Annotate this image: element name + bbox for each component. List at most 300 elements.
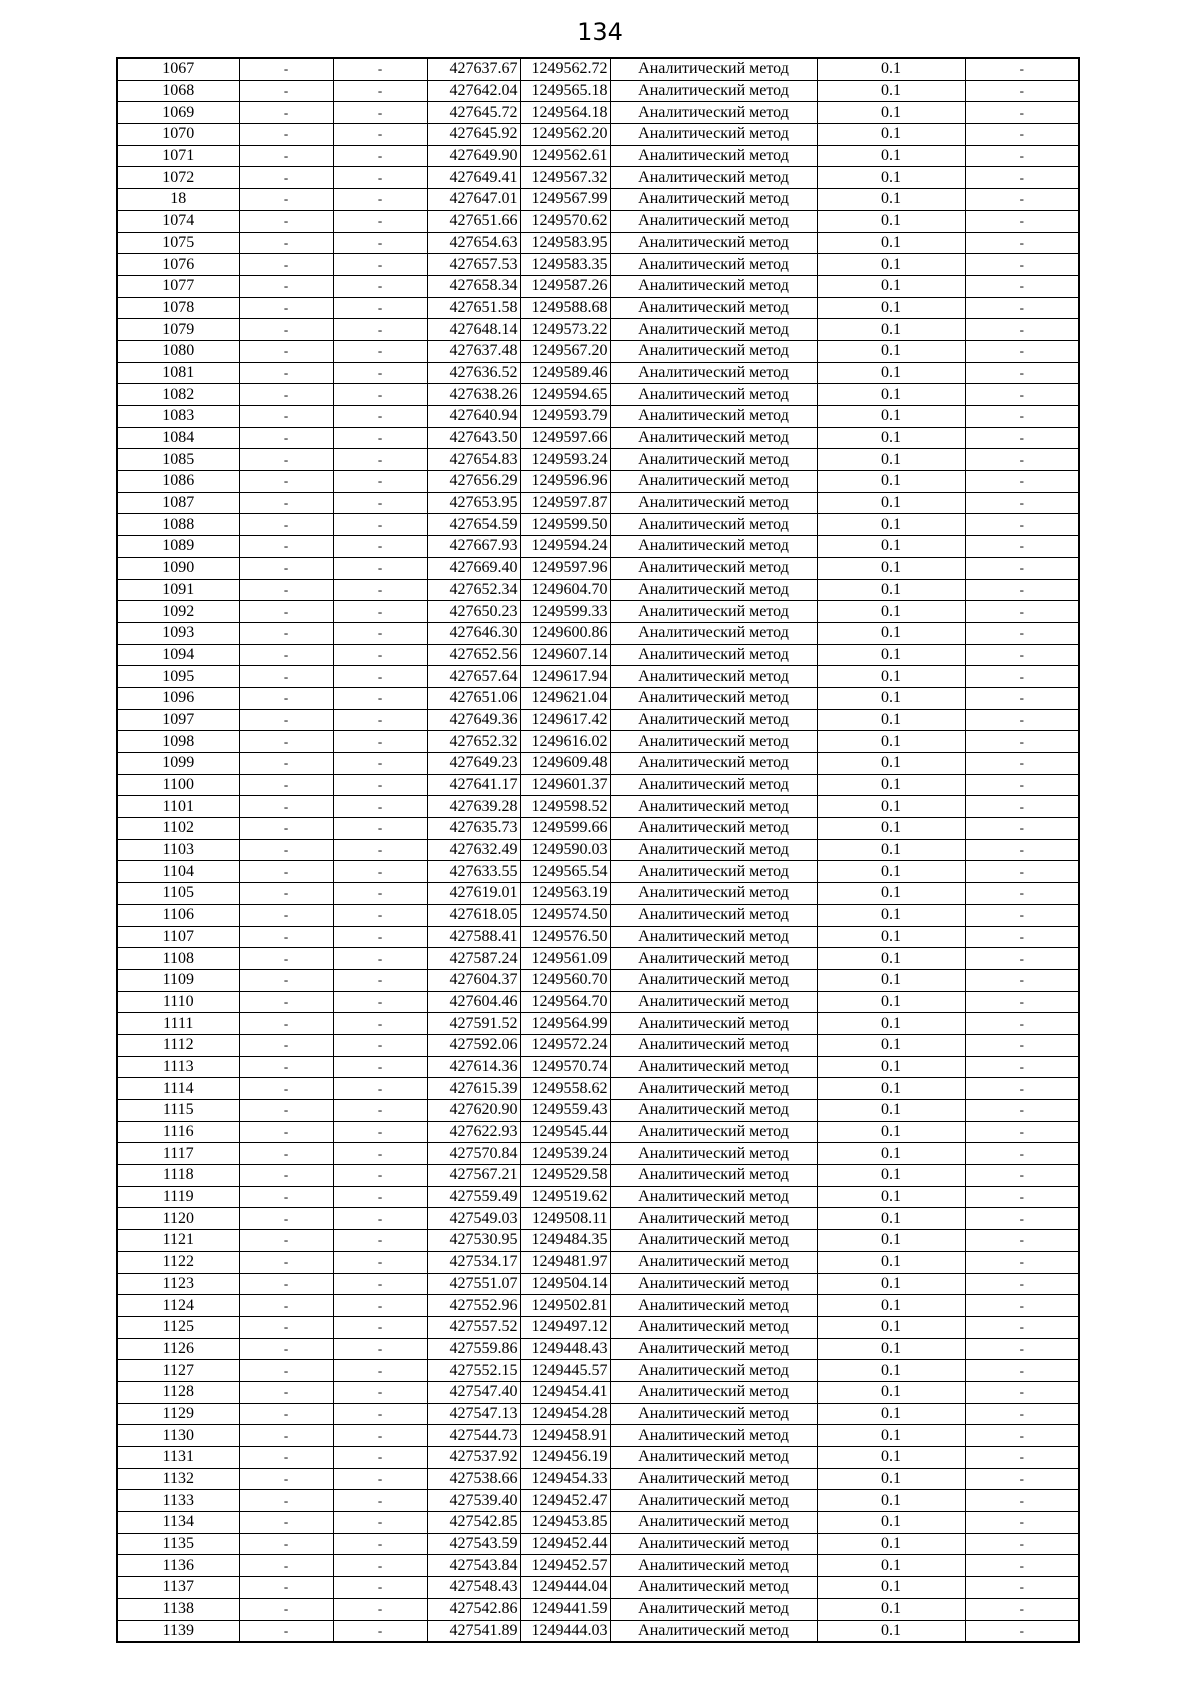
table-row	[117, 124, 1079, 146]
accuracy-cell: 0.1	[817, 622, 965, 644]
point-number-cell: 1106	[117, 904, 239, 926]
method-cell: Аналитический метод	[610, 818, 817, 840]
x-coordinate-cell: 427618.05	[427, 904, 520, 926]
note-cell: -	[965, 687, 1079, 709]
note-cell: -	[965, 1598, 1079, 1620]
y-coordinate-cell: 1249453.85	[520, 1512, 610, 1534]
y-coordinate-cell: 1249560.70	[520, 969, 610, 991]
table-row	[117, 58, 1079, 80]
table-row	[117, 1598, 1079, 1620]
blank-cell-a: -	[239, 1620, 333, 1642]
x-coordinate-cell: 427645.92	[427, 124, 520, 146]
note-cell: -	[965, 1034, 1079, 1056]
blank-cell-a: -	[239, 1338, 333, 1360]
blank-cell-a: -	[239, 1034, 333, 1056]
note-cell: -	[965, 1186, 1079, 1208]
accuracy-cell: 0.1	[817, 362, 965, 384]
method-cell: Аналитический метод	[610, 731, 817, 753]
x-coordinate-cell: 427639.28	[427, 796, 520, 818]
y-coordinate-cell: 1249504.14	[520, 1273, 610, 1295]
method-cell: Аналитический метод	[610, 1186, 817, 1208]
y-coordinate-cell: 1249444.03	[520, 1620, 610, 1642]
method-cell: Аналитический метод	[610, 709, 817, 731]
x-coordinate-cell: 427552.96	[427, 1295, 520, 1317]
y-coordinate-cell: 1249564.99	[520, 1013, 610, 1035]
method-cell: Аналитический метод	[610, 796, 817, 818]
blank-cell-b: -	[333, 102, 427, 124]
x-coordinate-cell: 427534.17	[427, 1251, 520, 1273]
point-number-cell: 1122	[117, 1251, 239, 1273]
x-coordinate-cell: 427559.86	[427, 1338, 520, 1360]
x-coordinate-cell: 427641.17	[427, 774, 520, 796]
method-cell: Аналитический метод	[610, 102, 817, 124]
note-cell: -	[965, 1577, 1079, 1599]
x-coordinate-cell: 427654.59	[427, 514, 520, 536]
note-cell: -	[965, 340, 1079, 362]
y-coordinate-cell: 1249594.24	[520, 536, 610, 558]
y-coordinate-cell: 1249593.24	[520, 449, 610, 471]
method-cell: Аналитический метод	[610, 1208, 817, 1230]
table-row	[117, 1533, 1079, 1555]
table-row	[117, 1295, 1079, 1317]
point-number-cell: 1126	[117, 1338, 239, 1360]
table-row	[117, 384, 1079, 406]
x-coordinate-cell: 427652.56	[427, 644, 520, 666]
blank-cell-b: -	[333, 514, 427, 536]
method-cell: Аналитический метод	[610, 384, 817, 406]
method-cell: Аналитический метод	[610, 340, 817, 362]
table-row	[117, 449, 1079, 471]
table-row	[117, 1447, 1079, 1469]
x-coordinate-cell: 427648.14	[427, 319, 520, 341]
table-row	[117, 145, 1079, 167]
note-cell: -	[965, 1230, 1079, 1252]
note-cell: -	[965, 536, 1079, 558]
blank-cell-b: -	[333, 1230, 427, 1252]
table-row	[117, 579, 1079, 601]
blank-cell-a: -	[239, 796, 333, 818]
blank-cell-b: -	[333, 579, 427, 601]
blank-cell-a: -	[239, 1360, 333, 1382]
blank-cell-a: -	[239, 145, 333, 167]
blank-cell-b: -	[333, 536, 427, 558]
accuracy-cell: 0.1	[817, 1577, 965, 1599]
note-cell: -	[965, 58, 1079, 80]
table-row	[117, 319, 1079, 341]
coordinates-table	[116, 57, 1080, 1643]
blank-cell-b: -	[333, 1620, 427, 1642]
accuracy-cell: 0.1	[817, 1447, 965, 1469]
point-number-cell: 1071	[117, 145, 239, 167]
accuracy-cell: 0.1	[817, 1078, 965, 1100]
point-number-cell: 1107	[117, 926, 239, 948]
method-cell: Аналитический метод	[610, 536, 817, 558]
accuracy-cell: 0.1	[817, 1620, 965, 1642]
note-cell: -	[965, 904, 1079, 926]
y-coordinate-cell: 1249502.81	[520, 1295, 610, 1317]
y-coordinate-cell: 1249444.04	[520, 1577, 610, 1599]
y-coordinate-cell: 1249587.26	[520, 275, 610, 297]
x-coordinate-cell: 427654.63	[427, 232, 520, 254]
table-row	[117, 80, 1079, 102]
accuracy-cell: 0.1	[817, 536, 965, 558]
x-coordinate-cell: 427633.55	[427, 861, 520, 883]
blank-cell-a: -	[239, 1078, 333, 1100]
table-row	[117, 254, 1079, 276]
accuracy-cell: 0.1	[817, 1490, 965, 1512]
accuracy-cell: 0.1	[817, 232, 965, 254]
x-coordinate-cell: 427588.41	[427, 926, 520, 948]
method-cell: Аналитический метод	[610, 1295, 817, 1317]
y-coordinate-cell: 1249481.97	[520, 1251, 610, 1273]
blank-cell-a: -	[239, 1121, 333, 1143]
y-coordinate-cell: 1249599.33	[520, 601, 610, 623]
y-coordinate-cell: 1249558.62	[520, 1078, 610, 1100]
blank-cell-b: -	[333, 687, 427, 709]
x-coordinate-cell: 427649.36	[427, 709, 520, 731]
y-coordinate-cell: 1249599.66	[520, 818, 610, 840]
accuracy-cell: 0.1	[817, 1425, 965, 1447]
x-coordinate-cell: 427654.83	[427, 449, 520, 471]
accuracy-cell: 0.1	[817, 449, 965, 471]
blank-cell-a: -	[239, 232, 333, 254]
point-number-cell: 1104	[117, 861, 239, 883]
x-coordinate-cell: 427649.41	[427, 167, 520, 189]
table-row	[117, 991, 1079, 1013]
point-number-cell: 1076	[117, 254, 239, 276]
blank-cell-b: -	[333, 1165, 427, 1187]
y-coordinate-cell: 1249570.74	[520, 1056, 610, 1078]
note-cell: -	[965, 644, 1079, 666]
blank-cell-b: -	[333, 1338, 427, 1360]
blank-cell-b: -	[333, 384, 427, 406]
blank-cell-b: -	[333, 709, 427, 731]
method-cell: Аналитический метод	[610, 189, 817, 211]
note-cell: -	[965, 1078, 1079, 1100]
note-cell: -	[965, 969, 1079, 991]
point-number-cell: 1088	[117, 514, 239, 536]
x-coordinate-cell: 427637.67	[427, 58, 520, 80]
x-coordinate-cell: 427637.48	[427, 340, 520, 362]
note-cell: -	[965, 1555, 1079, 1577]
blank-cell-a: -	[239, 1490, 333, 1512]
note-cell: -	[965, 926, 1079, 948]
note-cell: -	[965, 189, 1079, 211]
blank-cell-a: -	[239, 1447, 333, 1469]
accuracy-cell: 0.1	[817, 1360, 965, 1382]
accuracy-cell: 0.1	[817, 883, 965, 905]
accuracy-cell: 0.1	[817, 124, 965, 146]
accuracy-cell: 0.1	[817, 904, 965, 926]
method-cell: Аналитический метод	[610, 362, 817, 384]
accuracy-cell: 0.1	[817, 514, 965, 536]
x-coordinate-cell: 427551.07	[427, 1273, 520, 1295]
blank-cell-a: -	[239, 644, 333, 666]
note-cell: -	[965, 991, 1079, 1013]
point-number-cell: 1133	[117, 1490, 239, 1512]
method-cell: Аналитический метод	[610, 1078, 817, 1100]
note-cell: -	[965, 1295, 1079, 1317]
method-cell: Аналитический метод	[610, 969, 817, 991]
blank-cell-b: -	[333, 254, 427, 276]
point-number-cell: 1109	[117, 969, 239, 991]
blank-cell-a: -	[239, 1273, 333, 1295]
x-coordinate-cell: 427640.94	[427, 406, 520, 428]
y-coordinate-cell: 1249616.02	[520, 731, 610, 753]
blank-cell-b: -	[333, 666, 427, 688]
note-cell: -	[965, 709, 1079, 731]
x-coordinate-cell: 427650.23	[427, 601, 520, 623]
point-number-cell: 1086	[117, 471, 239, 493]
method-cell: Аналитический метод	[610, 232, 817, 254]
table-row	[117, 362, 1079, 384]
x-coordinate-cell: 427658.34	[427, 275, 520, 297]
y-coordinate-cell: 1249583.35	[520, 254, 610, 276]
blank-cell-a: -	[239, 536, 333, 558]
blank-cell-b: -	[333, 1577, 427, 1599]
blank-cell-b: -	[333, 1100, 427, 1122]
y-coordinate-cell: 1249564.70	[520, 991, 610, 1013]
blank-cell-a: -	[239, 1425, 333, 1447]
y-coordinate-cell: 1249454.33	[520, 1468, 610, 1490]
accuracy-cell: 0.1	[817, 861, 965, 883]
method-cell: Аналитический метод	[610, 1338, 817, 1360]
table-row	[117, 1490, 1079, 1512]
method-cell: Аналитический метод	[610, 514, 817, 536]
note-cell: -	[965, 622, 1079, 644]
blank-cell-a: -	[239, 210, 333, 232]
method-cell: Аналитический метод	[610, 1273, 817, 1295]
point-number-cell: 1099	[117, 753, 239, 775]
blank-cell-a: -	[239, 687, 333, 709]
blank-cell-b: -	[333, 80, 427, 102]
note-cell: -	[965, 948, 1079, 970]
blank-cell-a: -	[239, 514, 333, 536]
note-cell: -	[965, 254, 1079, 276]
table-row	[117, 514, 1079, 536]
table-row	[117, 536, 1079, 558]
blank-cell-a: -	[239, 1468, 333, 1490]
y-coordinate-cell: 1249621.04	[520, 687, 610, 709]
note-cell: -	[965, 818, 1079, 840]
method-cell: Аналитический метод	[610, 1555, 817, 1577]
accuracy-cell: 0.1	[817, 254, 965, 276]
method-cell: Аналитический метод	[610, 1403, 817, 1425]
accuracy-cell: 0.1	[817, 1468, 965, 1490]
blank-cell-b: -	[333, 210, 427, 232]
blank-cell-a: -	[239, 80, 333, 102]
y-coordinate-cell: 1249562.20	[520, 124, 610, 146]
blank-cell-b: -	[333, 1273, 427, 1295]
x-coordinate-cell: 427538.66	[427, 1468, 520, 1490]
note-cell: -	[965, 1403, 1079, 1425]
note-cell: -	[965, 1143, 1079, 1165]
point-number-cell: 1132	[117, 1468, 239, 1490]
method-cell: Аналитический метод	[610, 427, 817, 449]
table-row	[117, 796, 1079, 818]
blank-cell-b: -	[333, 1251, 427, 1273]
x-coordinate-cell: 427530.95	[427, 1230, 520, 1252]
y-coordinate-cell: 1249600.86	[520, 622, 610, 644]
accuracy-cell: 0.1	[817, 969, 965, 991]
x-coordinate-cell: 427542.85	[427, 1512, 520, 1534]
method-cell: Аналитический метод	[610, 1425, 817, 1447]
table-row	[117, 297, 1079, 319]
y-coordinate-cell: 1249519.62	[520, 1186, 610, 1208]
blank-cell-a: -	[239, 58, 333, 80]
table-row	[117, 557, 1079, 579]
method-cell: Аналитический метод	[610, 1251, 817, 1273]
y-coordinate-cell: 1249561.09	[520, 948, 610, 970]
y-coordinate-cell: 1249565.54	[520, 861, 610, 883]
table-row	[117, 687, 1079, 709]
table-row	[117, 601, 1079, 623]
note-cell: -	[965, 1468, 1079, 1490]
blank-cell-a: -	[239, 449, 333, 471]
point-number-cell: 1074	[117, 210, 239, 232]
blank-cell-b: -	[333, 189, 427, 211]
x-coordinate-cell: 427642.04	[427, 80, 520, 102]
accuracy-cell: 0.1	[817, 644, 965, 666]
table-row	[117, 1121, 1079, 1143]
blank-cell-a: -	[239, 362, 333, 384]
y-coordinate-cell: 1249497.12	[520, 1316, 610, 1338]
table-row	[117, 1512, 1079, 1534]
note-cell: -	[965, 145, 1079, 167]
method-cell: Аналитический метод	[610, 275, 817, 297]
method-cell: Аналитический метод	[610, 319, 817, 341]
x-coordinate-cell: 427638.26	[427, 384, 520, 406]
table-row	[117, 1230, 1079, 1252]
y-coordinate-cell: 1249565.18	[520, 80, 610, 102]
point-number-cell: 1129	[117, 1403, 239, 1425]
x-coordinate-cell: 427651.66	[427, 210, 520, 232]
point-number-cell: 1098	[117, 731, 239, 753]
method-cell: Аналитический метод	[610, 1381, 817, 1403]
table-row	[117, 406, 1079, 428]
blank-cell-a: -	[239, 1598, 333, 1620]
x-coordinate-cell: 427643.50	[427, 427, 520, 449]
point-number-cell: 1078	[117, 297, 239, 319]
point-number-cell: 1137	[117, 1577, 239, 1599]
method-cell: Аналитический метод	[610, 1512, 817, 1534]
blank-cell-a: -	[239, 492, 333, 514]
blank-cell-a: -	[239, 1230, 333, 1252]
method-cell: Аналитический метод	[610, 926, 817, 948]
table-row	[117, 926, 1079, 948]
note-cell: -	[965, 232, 1079, 254]
blank-cell-a: -	[239, 297, 333, 319]
x-coordinate-cell: 427604.37	[427, 969, 520, 991]
accuracy-cell: 0.1	[817, 1273, 965, 1295]
note-cell: -	[965, 514, 1079, 536]
x-coordinate-cell: 427635.73	[427, 818, 520, 840]
table-row	[117, 492, 1079, 514]
x-coordinate-cell: 427604.46	[427, 991, 520, 1013]
point-number-cell: 1102	[117, 818, 239, 840]
y-coordinate-cell: 1249588.68	[520, 297, 610, 319]
y-coordinate-cell: 1249583.95	[520, 232, 610, 254]
y-coordinate-cell: 1249567.99	[520, 189, 610, 211]
blank-cell-b: -	[333, 406, 427, 428]
y-coordinate-cell: 1249572.24	[520, 1034, 610, 1056]
accuracy-cell: 0.1	[817, 948, 965, 970]
method-cell: Аналитический метод	[610, 1121, 817, 1143]
table-row	[117, 904, 1079, 926]
point-number-cell: 1094	[117, 644, 239, 666]
y-coordinate-cell: 1249598.52	[520, 796, 610, 818]
blank-cell-a: -	[239, 774, 333, 796]
table-body	[117, 58, 1079, 1642]
table-row	[117, 622, 1079, 644]
method-cell: Аналитический метод	[610, 753, 817, 775]
blank-cell-b: -	[333, 926, 427, 948]
y-coordinate-cell: 1249599.50	[520, 514, 610, 536]
table-row	[117, 1165, 1079, 1187]
blank-cell-b: -	[333, 731, 427, 753]
note-cell: -	[965, 1208, 1079, 1230]
table-row	[117, 102, 1079, 124]
blank-cell-a: -	[239, 124, 333, 146]
note-cell: -	[965, 492, 1079, 514]
note-cell: -	[965, 275, 1079, 297]
y-coordinate-cell: 1249454.28	[520, 1403, 610, 1425]
note-cell: -	[965, 384, 1079, 406]
point-number-cell: 1130	[117, 1425, 239, 1447]
method-cell: Аналитический метод	[610, 145, 817, 167]
note-cell: -	[965, 167, 1079, 189]
accuracy-cell: 0.1	[817, 601, 965, 623]
accuracy-cell: 0.1	[817, 1013, 965, 1035]
y-coordinate-cell: 1249597.66	[520, 427, 610, 449]
accuracy-cell: 0.1	[817, 1056, 965, 1078]
point-number-cell: 1119	[117, 1186, 239, 1208]
note-cell: -	[965, 1013, 1079, 1035]
table-row	[117, 969, 1079, 991]
point-number-cell: 1087	[117, 492, 239, 514]
accuracy-cell: 0.1	[817, 926, 965, 948]
blank-cell-b: -	[333, 883, 427, 905]
blank-cell-b: -	[333, 1468, 427, 1490]
table-row	[117, 210, 1079, 232]
blank-cell-a: -	[239, 1555, 333, 1577]
table-row	[117, 753, 1079, 775]
note-cell: -	[965, 666, 1079, 688]
x-coordinate-cell: 427657.53	[427, 254, 520, 276]
method-cell: Аналитический метод	[610, 492, 817, 514]
blank-cell-b: -	[333, 232, 427, 254]
accuracy-cell: 0.1	[817, 167, 965, 189]
point-number-cell: 1068	[117, 80, 239, 102]
note-cell: -	[965, 319, 1079, 341]
blank-cell-a: -	[239, 1316, 333, 1338]
blank-cell-b: -	[333, 1490, 427, 1512]
blank-cell-b: -	[333, 1186, 427, 1208]
point-number-cell: 1075	[117, 232, 239, 254]
blank-cell-b: -	[333, 839, 427, 861]
accuracy-cell: 0.1	[817, 579, 965, 601]
blank-cell-a: -	[239, 969, 333, 991]
note-cell: -	[965, 883, 1079, 905]
blank-cell-b: -	[333, 1056, 427, 1078]
table-row	[117, 1143, 1079, 1165]
x-coordinate-cell: 427552.15	[427, 1360, 520, 1382]
note-cell: -	[965, 210, 1079, 232]
method-cell: Аналитический метод	[610, 1034, 817, 1056]
method-cell: Аналитический метод	[610, 1360, 817, 1382]
x-coordinate-cell: 427559.49	[427, 1186, 520, 1208]
table-row	[117, 1425, 1079, 1447]
